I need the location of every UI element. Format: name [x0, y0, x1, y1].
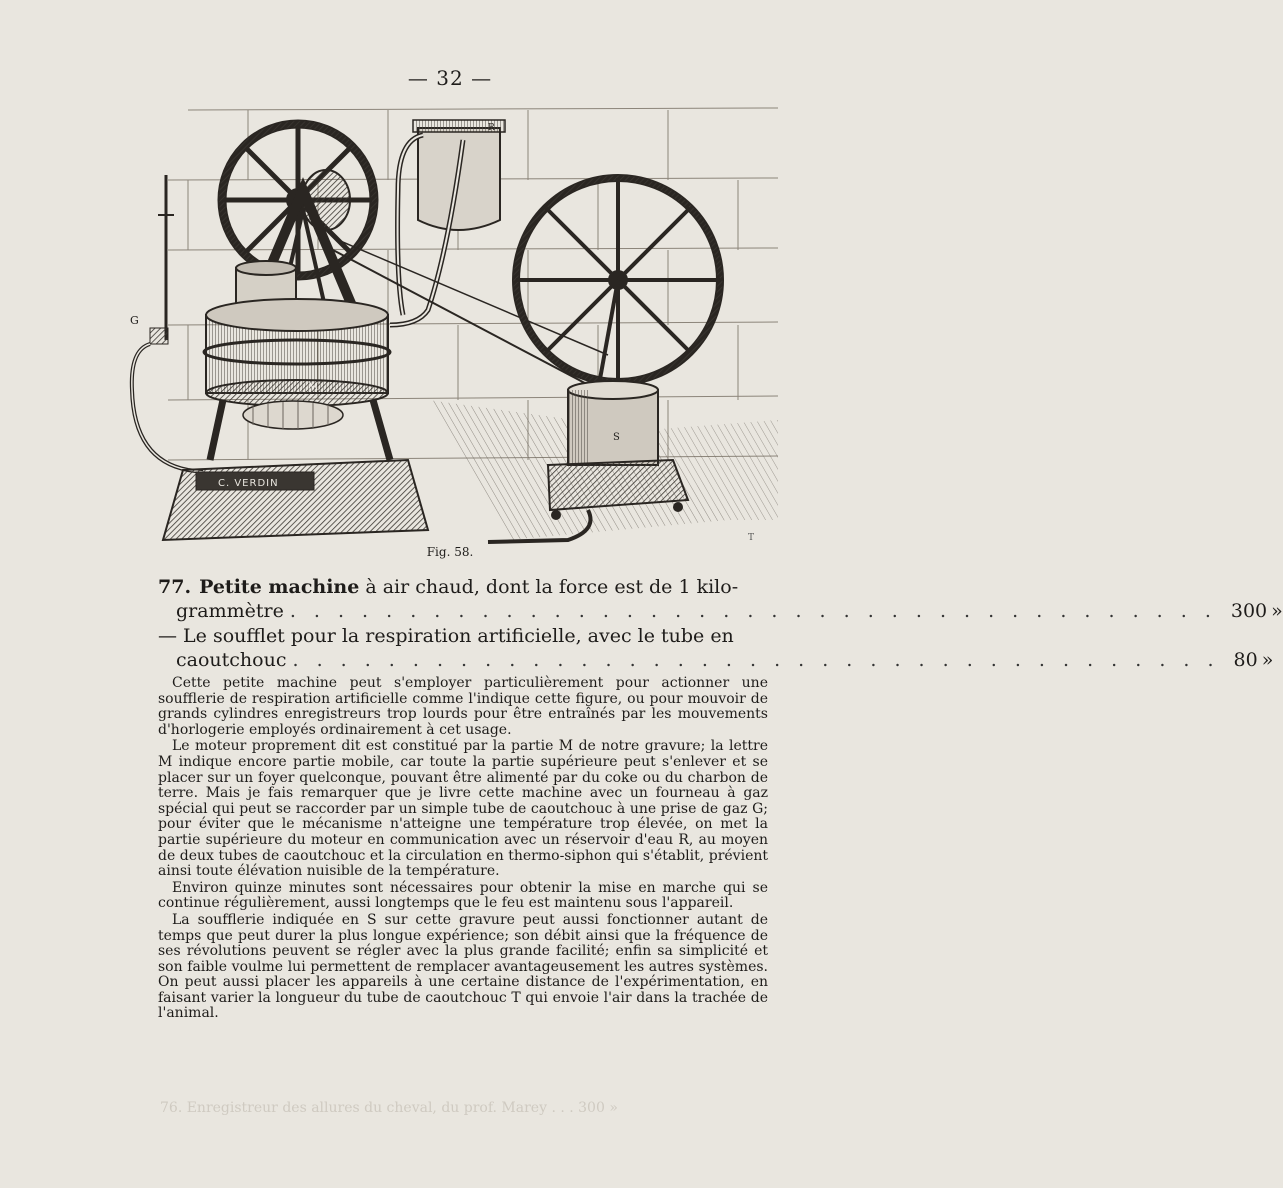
entry-description-cont: grammètre: [176, 600, 284, 622]
svg-text:S: S: [613, 432, 620, 443]
paragraph: Le moteur proprement dit est constitué par la partie M de notre gravure; la lettre M indique encore partie mobile, car toute la partie supérieure peut s'enlever et se placer sur un foyer quelconque, pouvant être alimenté par du coke ou du charbon de terre. Mais je fais remarquer que je livre cette machine avec un fourneau à gaz spécial qui peut se raccorder par un simple tube de caoutchouc à une prise de gaz G; pour éviter que le mécanisme n'atteigne une température trop élevée, on met la partie supérieure du moteur en communication avec un réservoir d'eau R, au moyen de deux tubes de caoutchouc et la circulation en thermo-siphon qui s'établit, prévient ainsi toute élévation nuisible de la température.: [158, 738, 768, 880]
page-number: — 32 —: [407, 66, 493, 90]
entry-title: Petite machine: [199, 576, 360, 598]
catalog-entry-77: [158, 575, 1283, 623]
leader-dots: . . . . . . . . . . . . . . . . . . . . . . . . . . . . . . . . . . . . . . .: [289, 600, 1217, 622]
entry-currency: »: [1261, 649, 1274, 671]
svg-text:T: T: [748, 533, 755, 543]
svg-text:C. VERDIN: C. VERDIN: [218, 478, 279, 489]
entry-description: — Le soufflet pour la respiration artificielle, avec le tube en: [158, 625, 734, 647]
body-text: [158, 676, 768, 1022]
paragraph: La soufflerie indiquée en S sur cette gravure peut aussi fonctionner autant de temps que peut durer la plus longue expérience; son débit ainsi que la fréquence de ses révolutions peuvent se régler avec la plus grande facilité; enfin sa simplicité et son faible voulme lui permettent de remplacer avantageusement les autres systèmes. On peut aussi placer les appareils à une certaine distance de l'expérimentation, en faisant varier la longueur du tube de caoutchouc T qui envoie l'air dans la trachée de l'animal.: [158, 911, 768, 1022]
entry-number: 77.: [158, 576, 192, 598]
leader-dots: . . . . . . . . . . . . . . . . . . . . . . . . . . . . . . . . . . . . . . .: [292, 649, 1220, 671]
svg-text:M: M: [308, 382, 319, 393]
paragraph: Cette petite machine peut s'employer particulièrement pour actionner une soufflerie de respiration artificielle comme l'indique cette figure, ou pour mouvoir de grands cylindres enregistreurs trop lourds pour être entraînés par les mouvements d'horlogerie employés ordinairement à cet usage.: [158, 675, 768, 738]
bleed-through-text: 76. Enregistreur des allures du cheval, du prof. Marey . . . 300 »: [160, 1100, 618, 1116]
svg-text:R: R: [488, 123, 495, 133]
svg-text:G: G: [130, 314, 139, 327]
entry-description-cont: caoutchouc: [176, 649, 287, 671]
gas-supply: [130, 175, 203, 472]
paragraph: Environ quinze minutes sont nécessaires pour obtenir la mise en marche qui se continue régulièrement, aussi longtemps que le feu est maintenu sous l'appareil.: [158, 879, 768, 912]
figure-caption: Fig. 58.: [426, 545, 474, 559]
entry-currency: »: [1271, 600, 1283, 622]
entry-price: 300: [1230, 600, 1268, 622]
entry-description: à air chaud, dont la force est de 1 kilo-: [365, 576, 739, 598]
entry-price: 80: [1233, 649, 1258, 671]
hot-air-engine: [163, 124, 428, 540]
catalog-entry-bellows: [158, 624, 1274, 672]
engraving-figure: [128, 100, 780, 545]
